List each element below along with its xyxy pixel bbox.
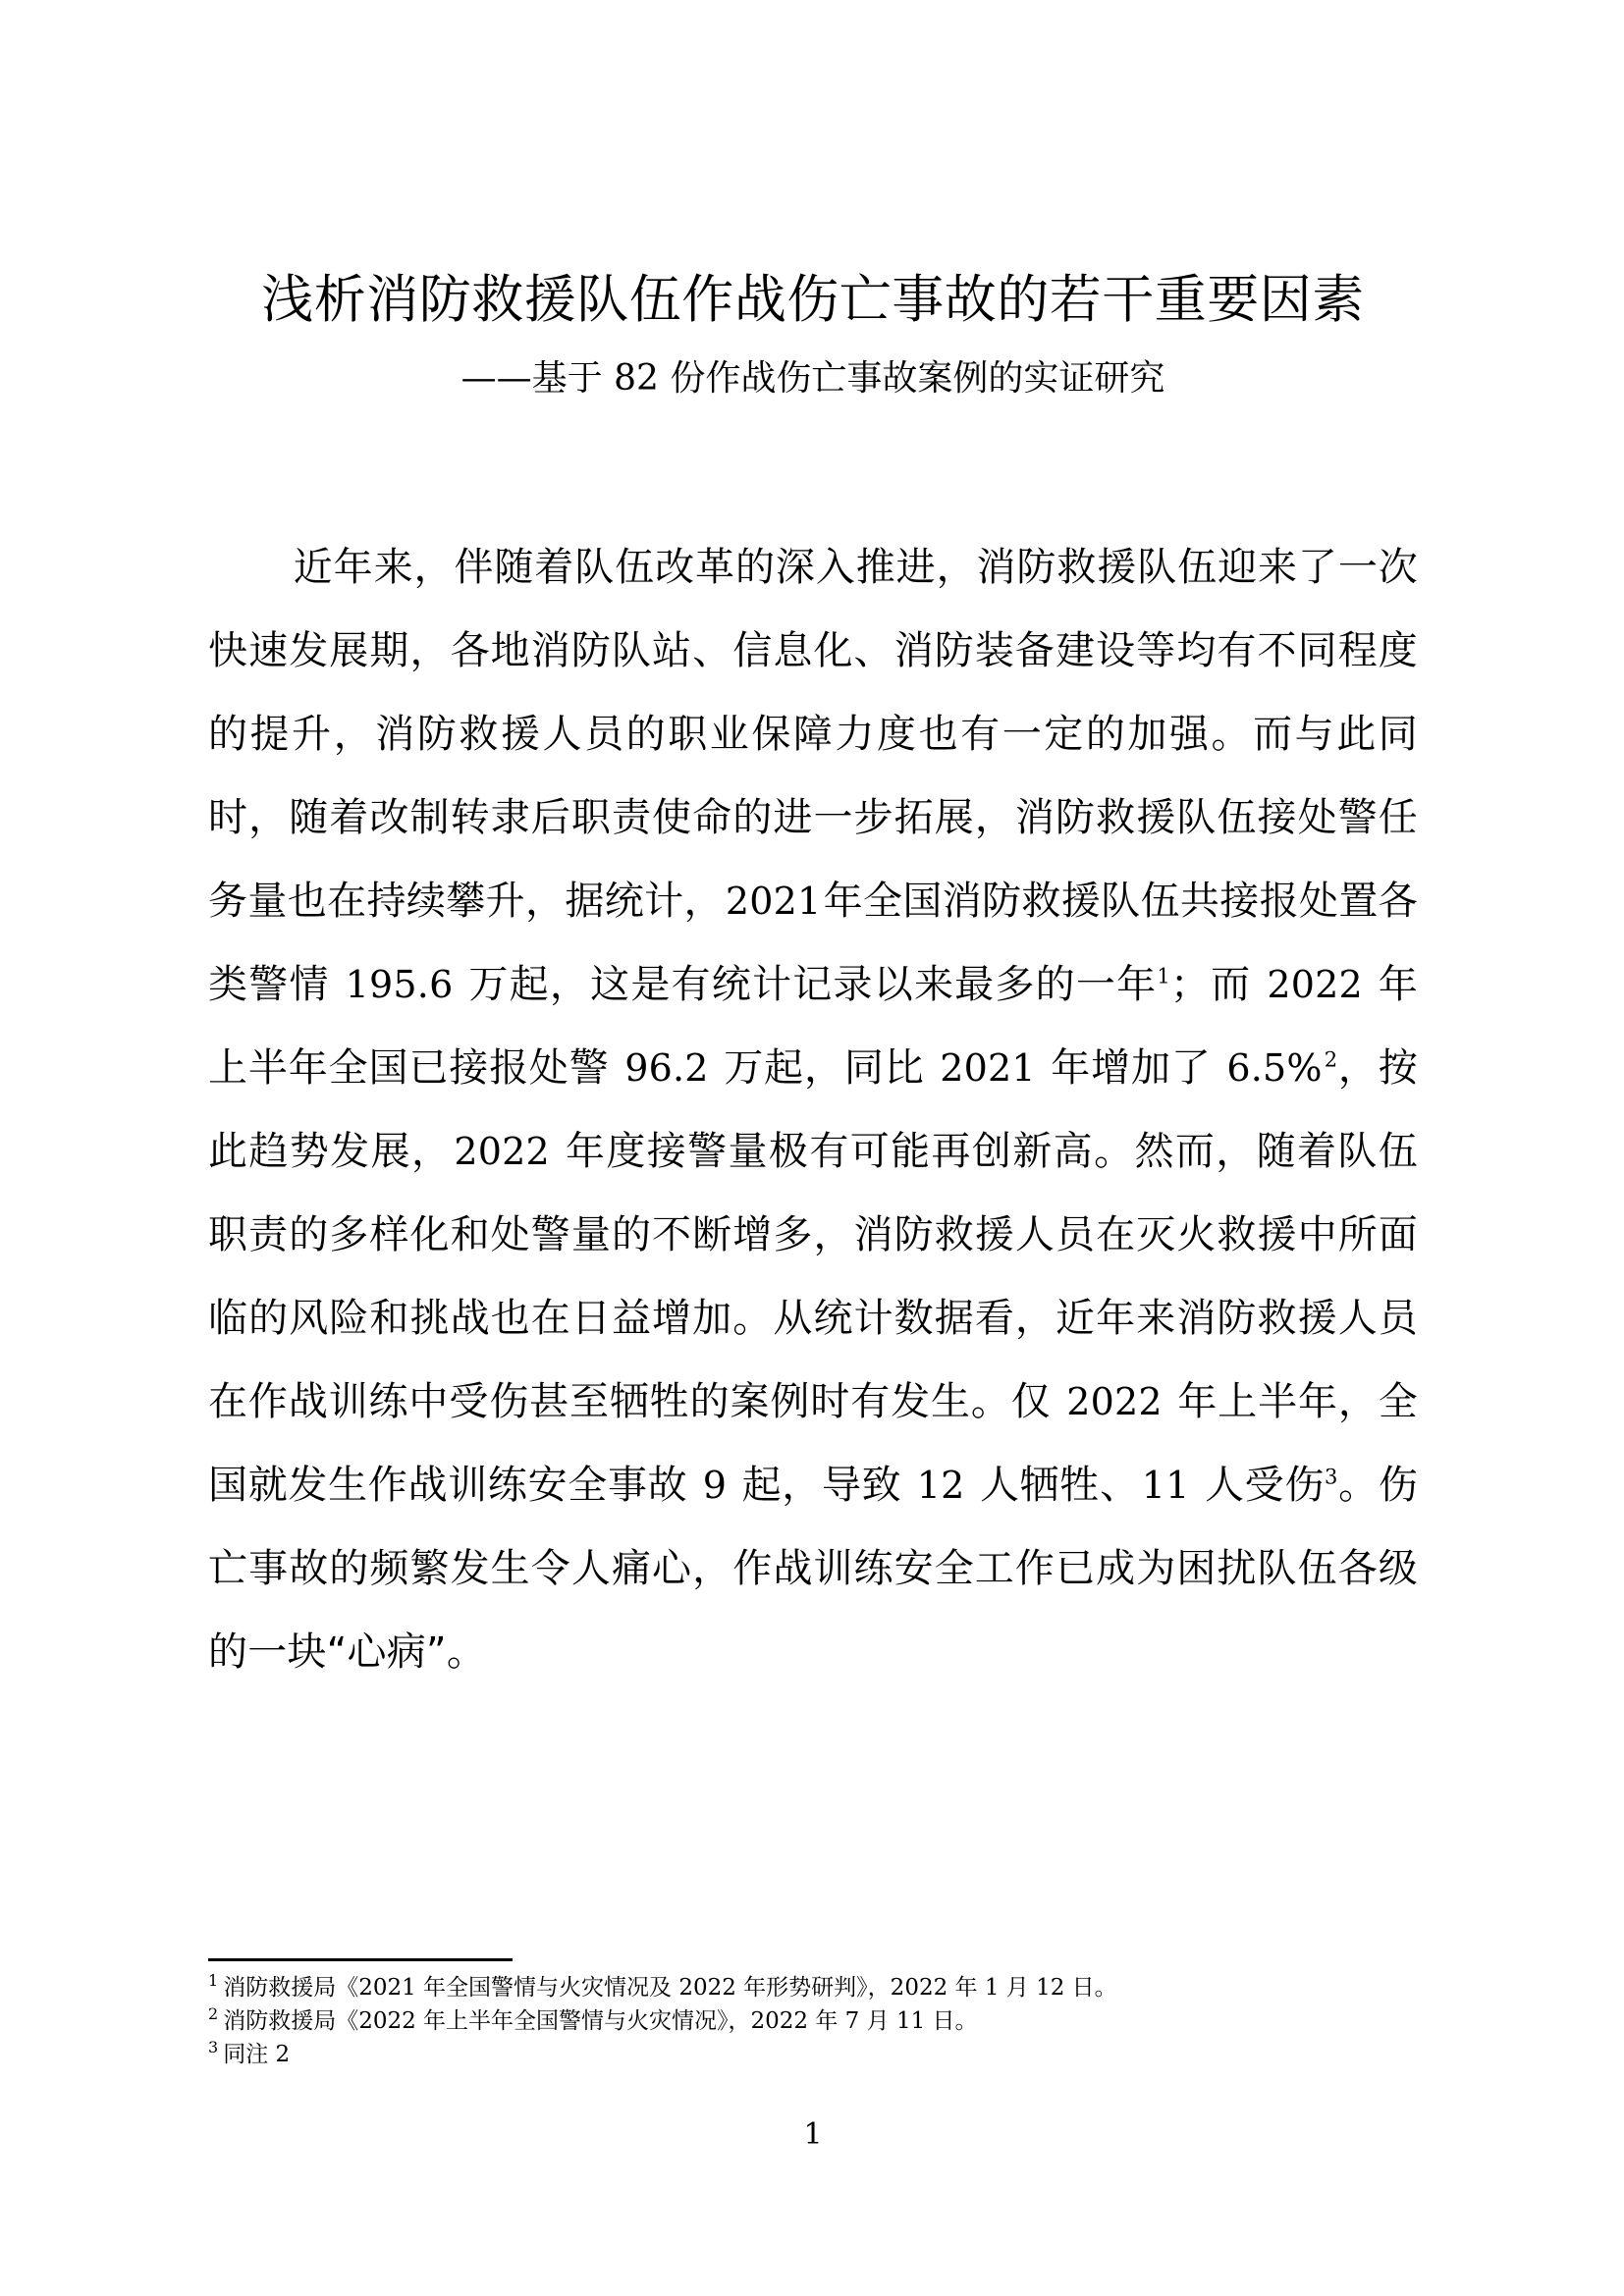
footnote-item-1 — [208, 1971, 1418, 2004]
footnote-mark-3: 3 — [208, 2038, 219, 2057]
footnote-mark-2: 2 — [208, 2004, 219, 2024]
footnote-mark-1: 1 — [208, 1971, 219, 1991]
paragraph-segment: 人牺牲、 — [966, 1463, 1140, 1508]
stat-alarms-2022-h1: 96.2 — [624, 1046, 709, 1090]
stat-year-2022: 2022 — [1267, 963, 1363, 1006]
stat-year-2021-b: 2021 — [940, 1046, 1036, 1090]
stat-growth-percent: 6.5% — [1226, 1046, 1323, 1090]
paragraph-segment: 万起，同比 — [710, 1045, 939, 1091]
stat-injury-count: 11 — [1141, 1464, 1190, 1507]
page-subtitle: ——基于 82 份作战伤亡事故案例的实证研究 — [460, 358, 1165, 399]
page-number: 1 — [803, 2117, 823, 2152]
stat-accident-count: 9 — [702, 1464, 728, 1507]
footnotes-area — [208, 1958, 1418, 2071]
footnote-text-2: 消防救援局《2022 年上半年全国警情与火灾情况》，2022 年 7 月 11 日。 — [223, 2008, 978, 2034]
stat-year-2022-b: 2022 — [454, 1130, 550, 1173]
footnote-ref-2[interactable]: 2 — [1324, 1047, 1338, 1072]
paragraph-segment: 年全国消防救援队伍共接报处置各类警情 — [208, 879, 1419, 1007]
stat-alarms-2021: 195.6 — [345, 963, 454, 1006]
stat-year-2021: 2021 — [725, 880, 822, 923]
paragraph-segment: 年增加了 — [1037, 1045, 1225, 1091]
page-title — [248, 263, 1378, 338]
paragraph-segment: 年上半年，全国就发生作战训练安全事故 — [208, 1379, 1418, 1508]
footnote-text-3: 同注 2 — [223, 2042, 291, 2067]
stat-death-count: 12 — [916, 1464, 965, 1507]
footnote-item-2 — [208, 2004, 1418, 2038]
stat-year-2022-c: 2022 — [1066, 1380, 1163, 1423]
paragraph-segment: 万起，这是有统计记录以来最多的一年 — [455, 962, 1158, 1007]
footnote-ref-1[interactable]: 1 — [1157, 964, 1170, 988]
paragraph-segment: 起，导致 — [729, 1463, 915, 1508]
paragraph-segment: 近年来，伴随着队伍改革的深入推进，消防救援队伍迎来了一次快速发展期，各地消防队站、信息化、消防装备建设等均有不同程度的提升，消防救援人员的职业保障力度也有一定的加强。而与此同时，随着改制转隶后职责使命的进一步拓展，消防救援队伍接处警任务量也在持续攀升，据统计， — [208, 545, 1418, 924]
footnote-ref-3[interactable]: 3 — [1325, 1465, 1338, 1489]
footnote-item-3 — [208, 2038, 1418, 2071]
paragraph-segment: ，按此趋势发展， — [208, 1045, 1418, 1174]
paragraph-segment: 年度接警量极有可能再创新高。然而，随着队伍职责的多样化和处警量的不断增多，消防救援人员在灭火救援中所面临的风险和挑战也在日益增加。从统计数据看，近年来消防救援人员在作战训练中受伤甚至牺牲的案例时有发生。仅 — [208, 1129, 1418, 1424]
footnote-text-1: 消防救援局《2021 年全国警情与火灾情况及 2022 年形势研判》，2022 年 1 月 12 日。 — [223, 1975, 1117, 2001]
page-title-text: 浅析消防救援队伍作战伤亡事故的若干重要因素 — [261, 270, 1365, 330]
paragraph-segment: ；而 — [1169, 962, 1266, 1007]
footnote-separator-rule — [208, 1958, 513, 1961]
body-block — [208, 526, 1418, 1694]
paragraph-segment: 。伤亡事故的频繁发生令人痛心，作战训练安全工作已成为困扰队伍各级的一块“心病”。 — [208, 1463, 1419, 1675]
paragraph-segment: 人受伤 — [1191, 1463, 1326, 1508]
paragraph-1 — [208, 526, 1418, 1694]
title-block — [208, 0, 1418, 406]
paragraph-segment: 年上半年全国已接报处警 — [208, 962, 1418, 1091]
page-content-frame — [208, 0, 1418, 2296]
